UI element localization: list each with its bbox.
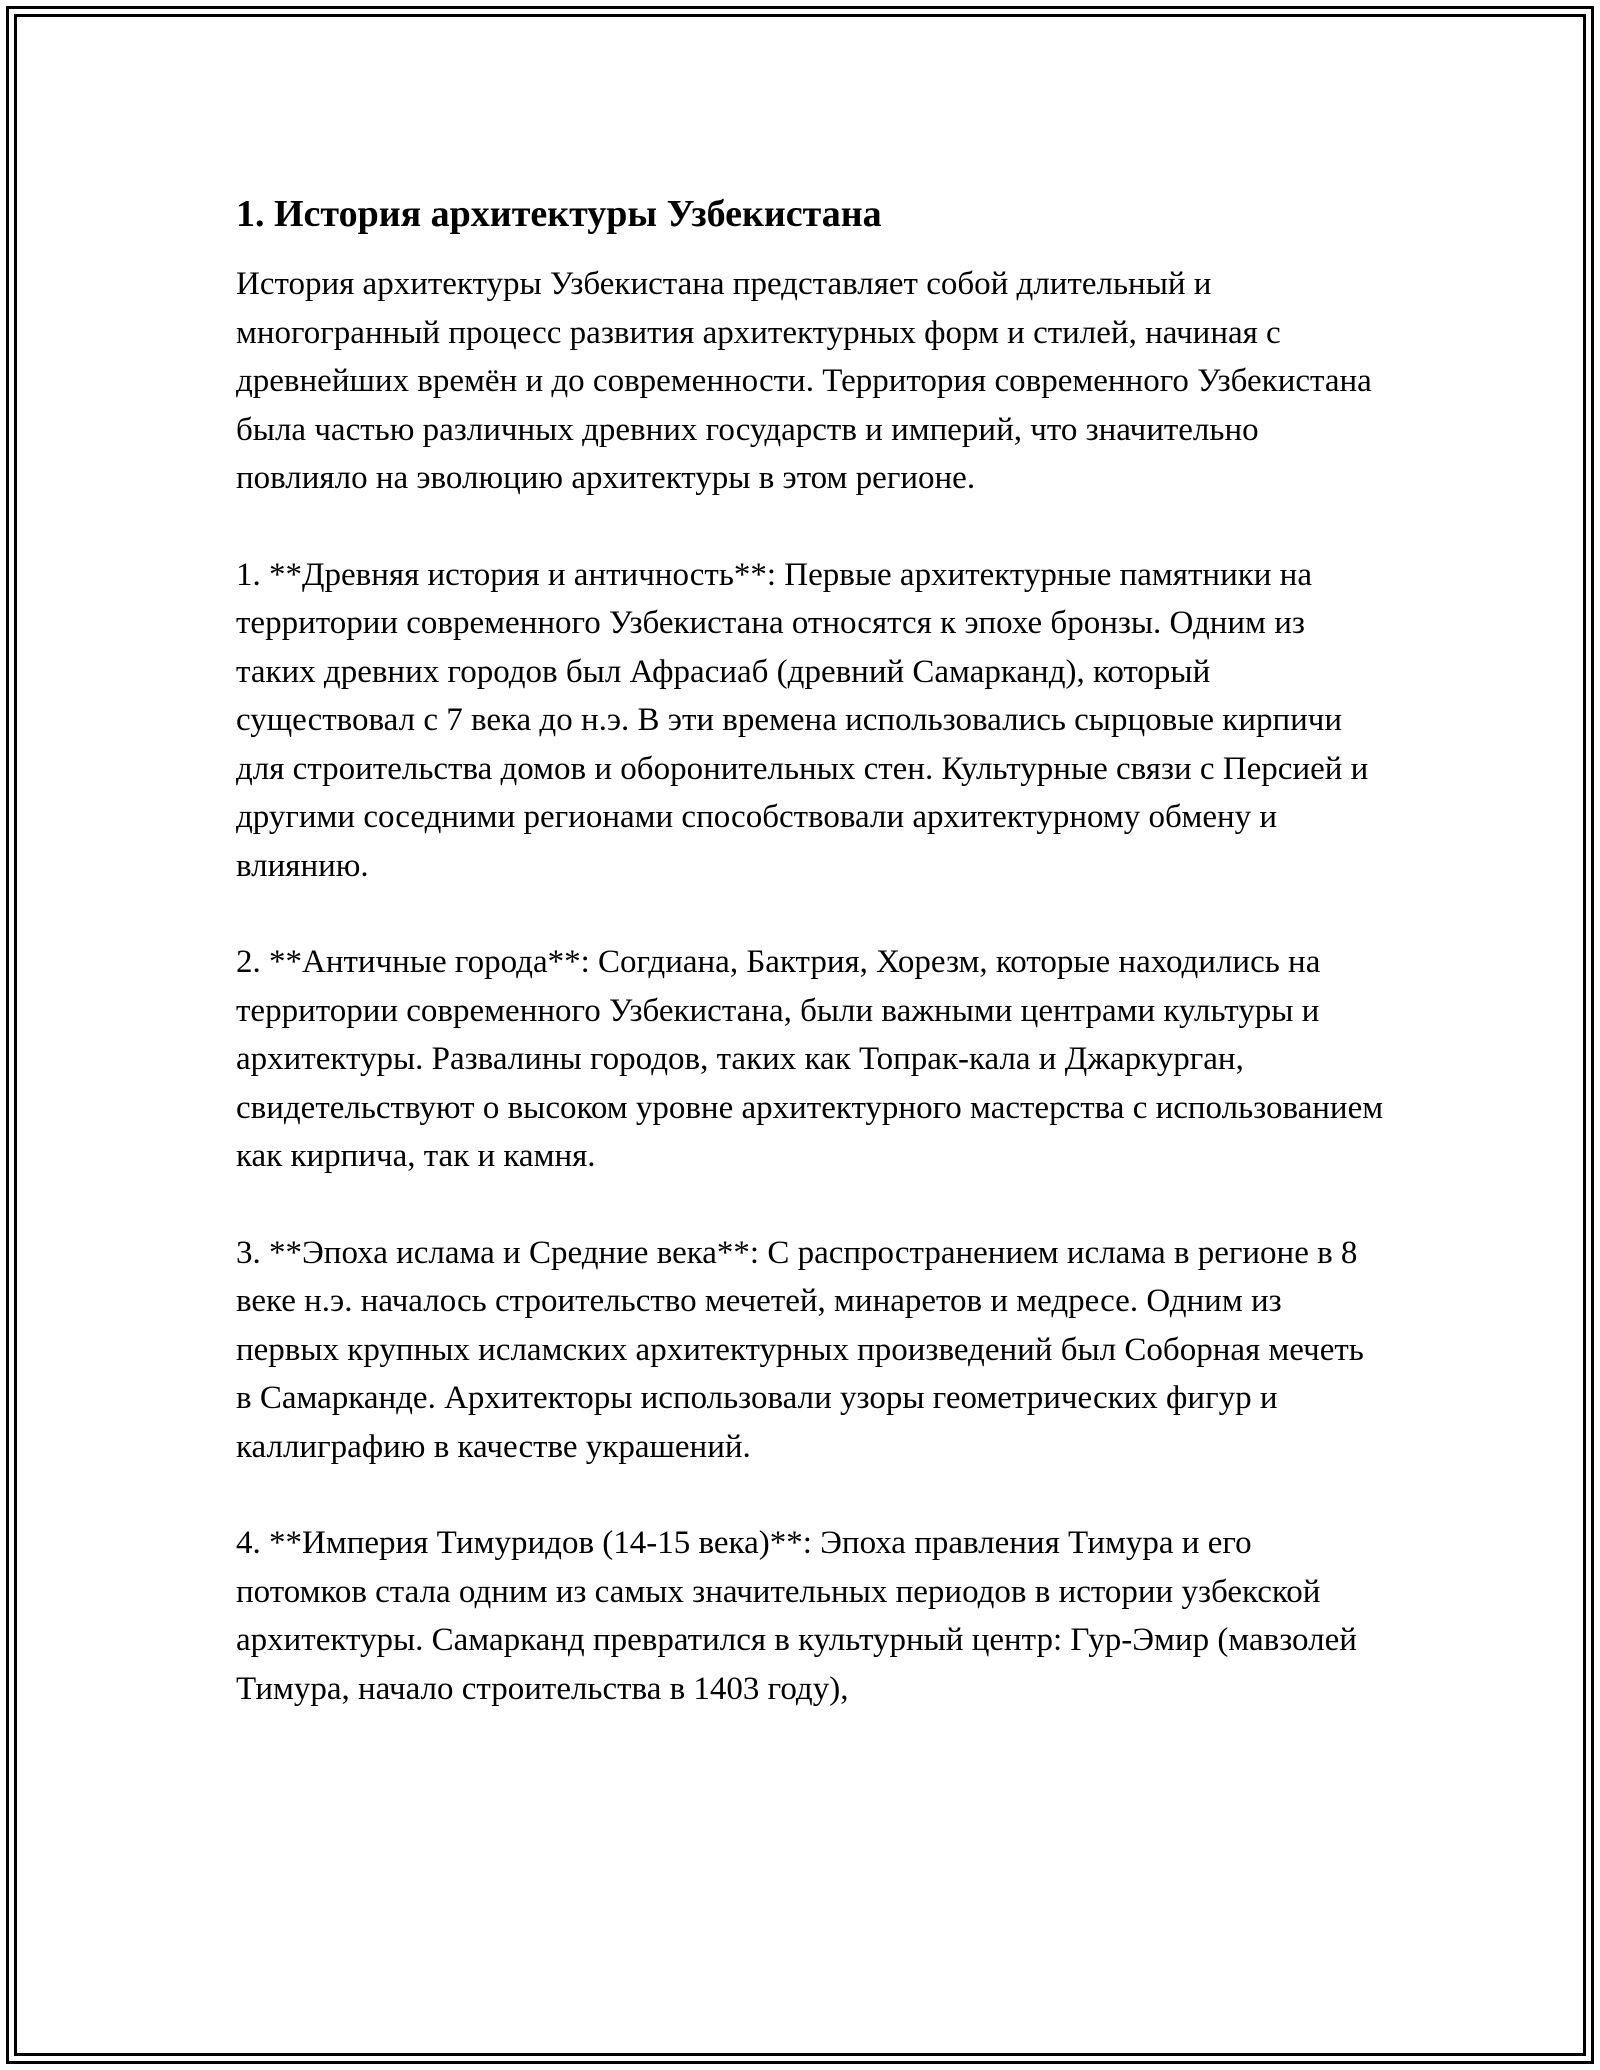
spacer [236, 890, 1386, 938]
spacer [236, 503, 1386, 551]
document-body [236, 186, 1386, 1713]
list-item-islam-middle-ages: 3. **Эпоха ислама и Средние века**: С распространением ислама в регионе в 8 веке н.э. началось строительство мечетей, минаретов и медресе. Одним из первых крупных исламских архитектурных произведений был Соборная мечеть в Самарканде. Архитекторы использовали узоры геометрических фигур и каллиграфию в качестве украшений. [236, 1234, 1364, 1465]
intro-paragraph: История архитектуры Узбекистана представляет собой длительный и многогранный процесс развития архитектурных форм и стилей, начиная с древнейших времён и до современности. Территория современного Узбекистана была частью различных древних государств и империй, что значительно повлияло на эволюцию архитектуры в этом регионе. [236, 266, 1372, 496]
list-item-ancient-history: 1. **Древняя история и античность**: Первые архитектурные памятники на территории современного Узбекистана относятся к эпохе бронзы. Одним из таких древних городов был Афрасиаб (древний Самарканд), который существовал с 7 века до н.э. В эти времена использовались сырцовые кирпичи для строительства домов и оборонительных стен. Культурные связи с Персией и другими соседними регионами способствовали архитектурному обмену и влиянию. [236, 556, 1369, 884]
list-item-timurid-empire: 4. **Империя Тимуридов (14-15 века)**: Эпоха правления Тимура и его потомков стала одним из самых значительных периодов в истории узбекской архитектуры. Самарканд превратился в культурный центр: Гур-Эмир (мавзолей Тимура, начало строительства в 1403 году), [236, 1525, 1357, 1707]
section-heading: 1. История архитектуры Узбекистана [236, 193, 882, 235]
spacer [236, 242, 1386, 260]
spacer [236, 1181, 1386, 1229]
list-item-ancient-cities: 2. **Античные города**: Согдиана, Бактрия, Хорезм, которые находились на территории современного Узбекистана, были важными центрами культуры и архитектуры. Развалины городов, таких как Топрак-кала и Джаркурган, свидетельствуют о высоком уровне архитектурного мастерства с использованием как кирпича, так и камня. [236, 944, 1384, 1174]
spacer [236, 1471, 1386, 1519]
